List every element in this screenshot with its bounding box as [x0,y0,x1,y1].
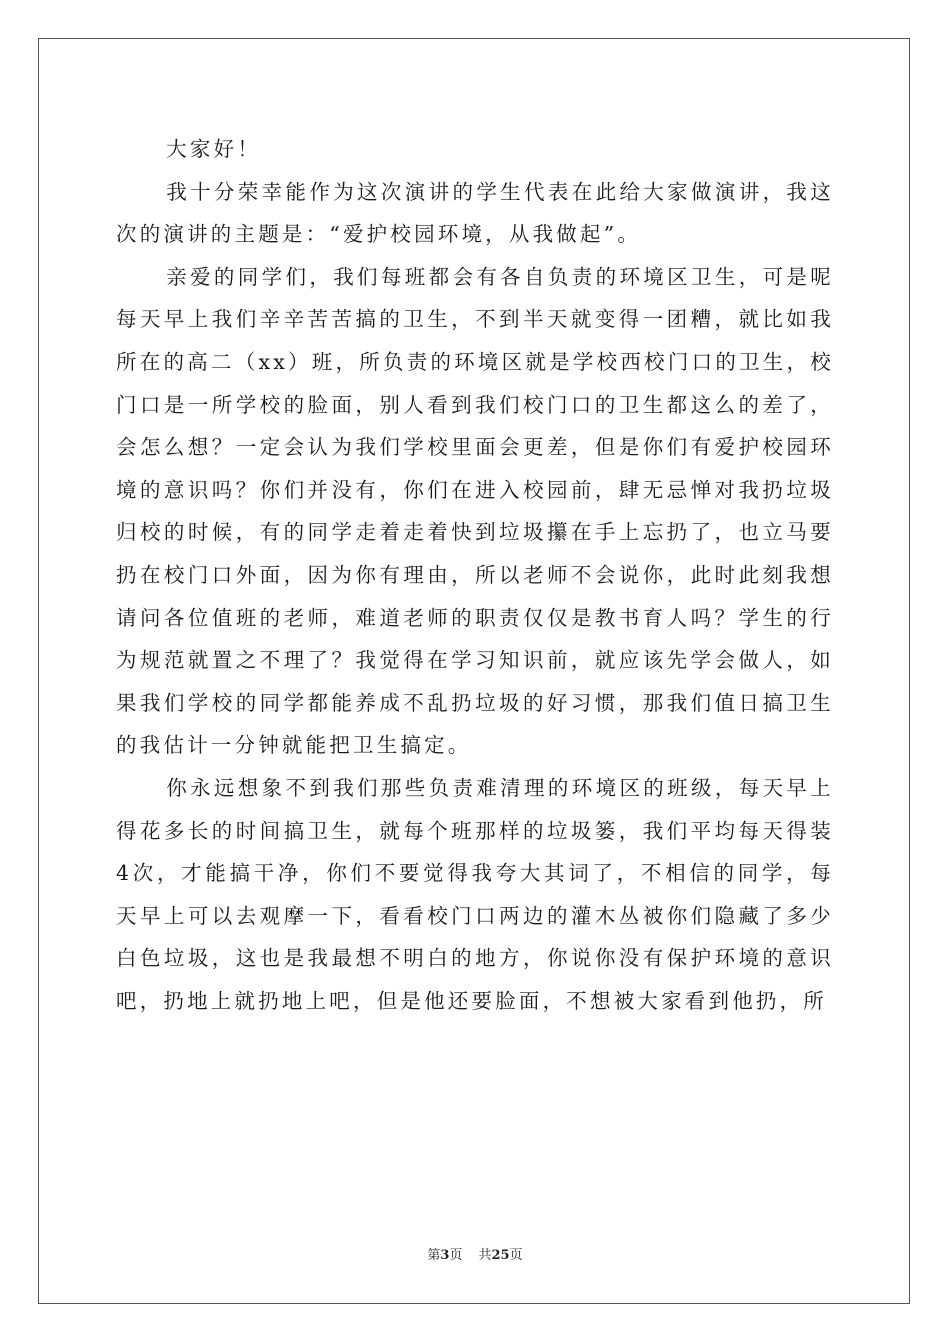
paragraph-body-2: 你永远想象不到我们那些负责难清理的环境区的班级，每天早上得花多长的时间搞卫生，就每个班那样的垃圾篓，我们平均每天得装4次，才能搞干净，你们不要觉得我夸大其词了，不相信的同学，每天早上可以去观摩一下，看看校门口两边的灌木丛被你们隐藏了多少白色垃圾，这也是我最想不明白的地方，你说你没有保护环境的意识吧，扔地上就扔地上吧，但是他还要脸面，不想被大家看到他扔，所 [116,775,834,1013]
total-unit: 页 [509,1248,523,1263]
document-body [116,128,834,1022]
page-prefix: 第 [427,1248,441,1263]
paragraph-body-1: 亲爱的同学们，我们每班都会有各自负责的环境区卫生，可是呢每天早上我们辛辛苦苦搞的卫生，不到半天就变得一团糟，就比如我所在的高二（xx）班，所负责的环境区就是学校西校门口的卫生，校门口是一所学校的脸面，别人看到我们校门口的卫生都这么的差了，会怎么想？一定会认为我们学校里面会更差，但是你们有爱护校园环境的意识吗？你们并没有，你们在进入校园前，肆无忌惮对我扔垃圾归校的时候，有的同学走着走着快到垃圾攥在手上忘扔了，也立马要扔在校门口外面，因为你有理由，所以老师不会说你，此时此刻我想请问各位值班的老师，难道老师的职责仅仅是教书育人吗？学生的行为规范就置之不理了？我觉得在学习知识前，就应该先学会做人，如果我们学校的同学都能养成不乱扔垃圾的好习惯，那我们值日搞卫生的我估计一分钟就能把卫生搞定。 [116,264,834,758]
page-current: 3 [440,1248,450,1263]
total-prefix: 共 [478,1248,492,1263]
paragraph-intro: 我十分荣幸能作为这次演讲的学生代表在此给大家做演讲，我这次的演讲的主题是：“爱护校园环境，从我做起”。 [116,179,834,247]
paragraph-greeting: 大家好！ [166,137,262,161]
page-footer [0,1244,950,1263]
page-unit: 页 [449,1248,463,1263]
page-total: 25 [491,1248,510,1263]
